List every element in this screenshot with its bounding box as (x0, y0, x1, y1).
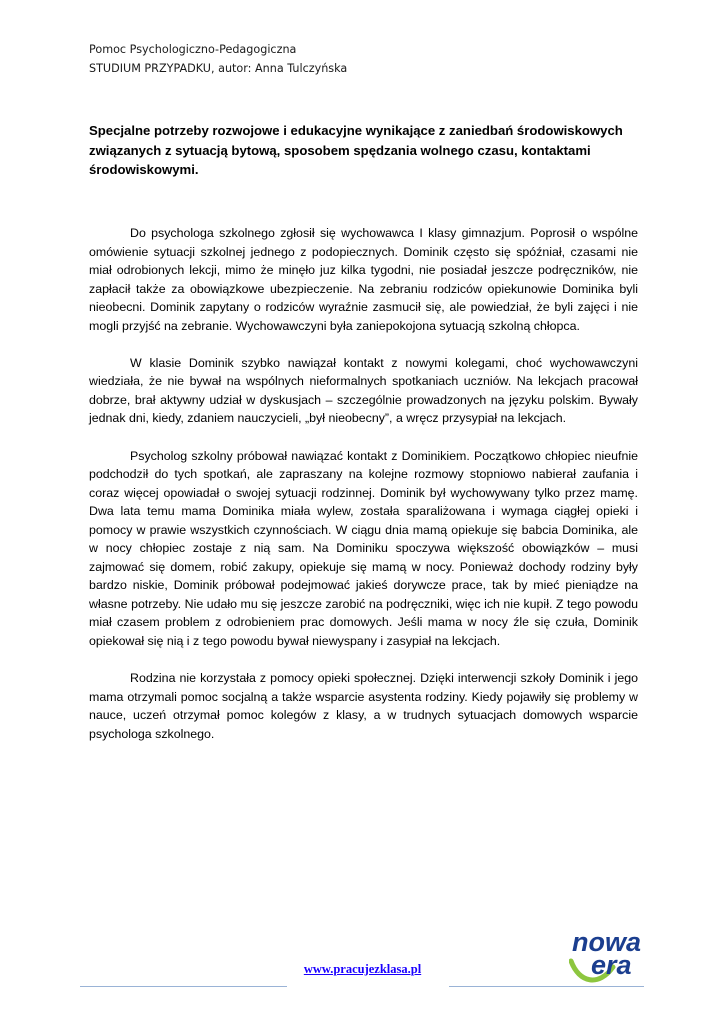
nowa-era-logo (569, 921, 655, 991)
paragraph: Rodzina nie korzystała z pomocy opieki społecznej. Dzięki interwencji szkoły Dominik i jego mama otrzymali pomoc socjalną a także wsparcie asystenta rodziny. Kiedy pojawiły się problemy w nauce, uczeń otrzymał pomoc kolegów z klasy, a w trudnych sytuacjach domowych wsparcie psychologa szkolnego. (89, 671, 638, 741)
header-line-2: STUDIUM PRZYPADKU, autor: Anna Tulczyńska (89, 61, 348, 75)
paragraph: W klasie Dominik szybko nawiązał kontakt z nowymi kolegami, choć wychowawczyni wiedziała, że nie bywał na wspólnych nieformalnych spotkaniach uczniów. Na lekcjach pracował dobrze, brał aktywny udział w dyskusjach – szczególnie prowadzonych na języku polskim. Bywały jednak dni, kiedy, zdaniem nauczycieli, „był nieobecny”, a wręcz przysypiał na lekcjach. (89, 355, 638, 426)
header-line-1: Pomoc Psychologiczno-Pedagogiczna (89, 43, 297, 56)
paragraph: Do psychologa szkolnego zgłosił się wychowawca I klasy gimnazjum. Poprosił o wspólne omówienie sytuacji szkolnej jednego z podopiecznych. Dominik często się spóźniał, czasami nie miał odrobionych lekcji, mimo że minęło juz kilka tygodni, nie posiadał jeszcze podręczników, nie zapłacił także za obowiązkowe ubezpieczenie. Na zebraniu rodziców opiekunowie Dominika byli nieobecni. Dominik zapytany o rodziców wyraźnie zasmucił się, ale powiedział, że byli zajęci i nie mogli przyjść na zebranie. Wychowawczyni była zaniepokojona sytuacją szkolną chłopca. (89, 226, 638, 333)
logo-text-nowa: nowa (572, 927, 642, 957)
document-body (89, 224, 638, 762)
document-title: Specjalne potrzeby rozwojowe i edukacyjne wynikające z zaniedbań środowiskowych związanych z sytuacją bytową, sposobem spędzania wolnego czasu, kontaktami środowiskowymi. (89, 123, 623, 178)
paragraph: Psycholog szkolny próbował nawiązać kontakt z Dominikiem. Początkowo chłopiec nieufnie podchodził do tych spotkań, ale zapraszany na kolejne rozmowy stopniowo nabierał zaufania i coraz więcej opowiadał o swojej sytuacji rodzinnej. Dominik był wychowywany tylko przez mamę. Dwa lata temu mama Dominika miała wylew, została sparaliżowana i wymaga ciągłej opieki i pomocy w prawie wszystkich czynnościach. W ciągu dnia mamą opiekuje się babcia Dominika, ale w nocy chłopiec zostaje z nią sam. Na Dominiku spoczywa większość obowiązków – musi zajmować się domem, robić zakupy, opiekuje się mamą w nocy. Ponieważ dochody rodziny były bardzo niskie, Dominik próbował podejmować jakieś dorywcze prace, tak by mieć pieniądze na własne potrzeby. Nie udało mu się jeszcze zarobić na podręczniki, więc ich nie kupił. Z tego powodu miał czasem problem z odrobieniem prac domowych. Jeśli mama w nocy źle się czuła, Dominik opiekował się nią i z tego powodu bywał niewyspany i zasypiał na lekcjach. (89, 448, 638, 649)
footer-website (0, 962, 725, 977)
document-header (89, 41, 347, 78)
nowa-era-logo-graphic (569, 921, 655, 991)
footer-divider-left (80, 986, 287, 987)
logo-text-era: era (591, 950, 632, 980)
website-link[interactable]: www.pracujezklasa.pl (303, 962, 422, 976)
footer-divider-right (449, 986, 644, 987)
